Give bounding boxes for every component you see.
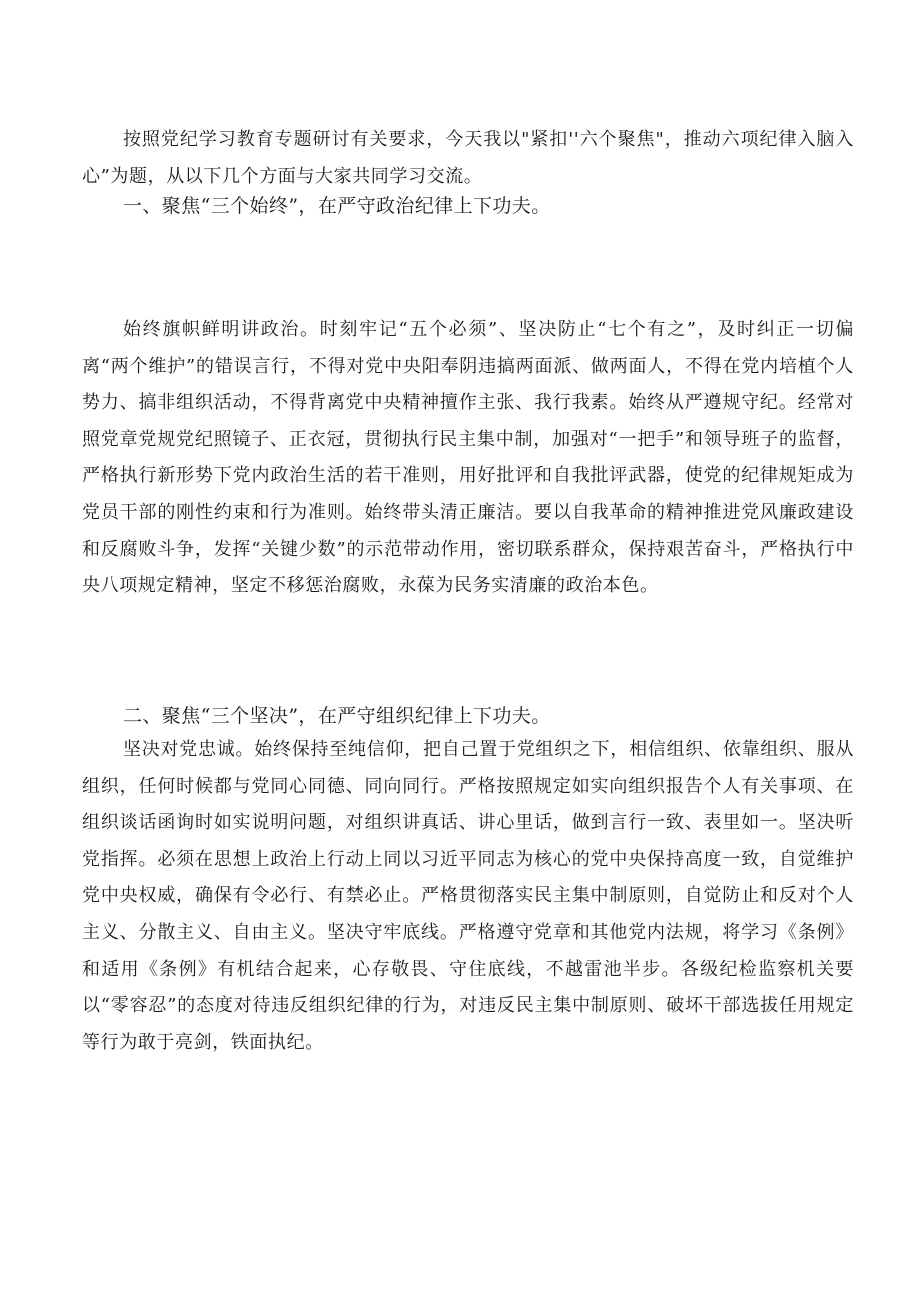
section-2-heading: 二、聚焦“三个坚决”，在严守组织纪律上下功夫。: [123, 705, 551, 727]
intro-paragraph: 按照党纪学习教育专题研讨有关要求，今天我以"紧扣''六个聚焦"，推动六项纪律入脑入心”为题，从以下几个方面与大家共同学习交流。: [82, 129, 854, 187]
section-1-body: 始终旗帜鲜明讲政治。时刻牢记“五个必须”、坚决防止“七个有之”，及时纠正一切偏离“两个维护”的错误言行，不得对党中央阳奉阴违搞两面派、做两面人，不得在党内培植个人势力、搞非组织活动，不得背离党中央精神擅作主张、我行我素。始终从严遵规守纪。经常对照党章党规党纪照镜子、正衣冠，贯彻执行民主集中制，加强对“一把手”和领导班子的监督，严格执行新形势下党内政治生活的若干准则，用好批评和自我批评武器，使党的纪律规矩成为党员干部的刚性约束和行为准则。始终带头清正廉洁。要以自我革命的精神推进党风廉政建设和反腐败斗争，发挥“关键少数”的示范带动作用，密切联系群众，保持艰苦奋斗，严格执行中央八项规定精神，坚定不移惩治腐败，永葆为民务实清廉的政治本色。: [82, 319, 854, 597]
section-1-heading: 一、聚焦“三个始终”，在严守政治纪律上下功夫。: [123, 195, 551, 217]
section-2-body: 坚决对党忠诚。始终保持至纯信仰，把自己置于党组织之下，相信组织、依靠组织、服从组织，任何时候都与党同心同德、同向同行。严格按照规定如实向组织报告个人有关事项、在组织谈话函询时如实说明问题，对组织讲真话、讲心里话，做到言行一致、表里如一。坚决听党指挥。必须在思想上政治上行动上同以习近平同志为核心的党中央保持高度一致，自觉维护党中央权威，确保有令必行、有禁必止。严格贯彻落实民主集中制原则，自觉防止和反对个人主义、分散主义、自由主义。坚决守牢底线。严格遵守党章和其他党内法规，将学习《条例》和适用《条例》有机结合起来，心存敬畏、守住底线，不越雷池半步。各级纪检监察机关要以“零容忍”的态度对待违反组织纪律的行为，对违反民主集中制原则、破坏干部选拔任用规定等行为敢于亮剑，铁面执纪。: [82, 739, 854, 1053]
